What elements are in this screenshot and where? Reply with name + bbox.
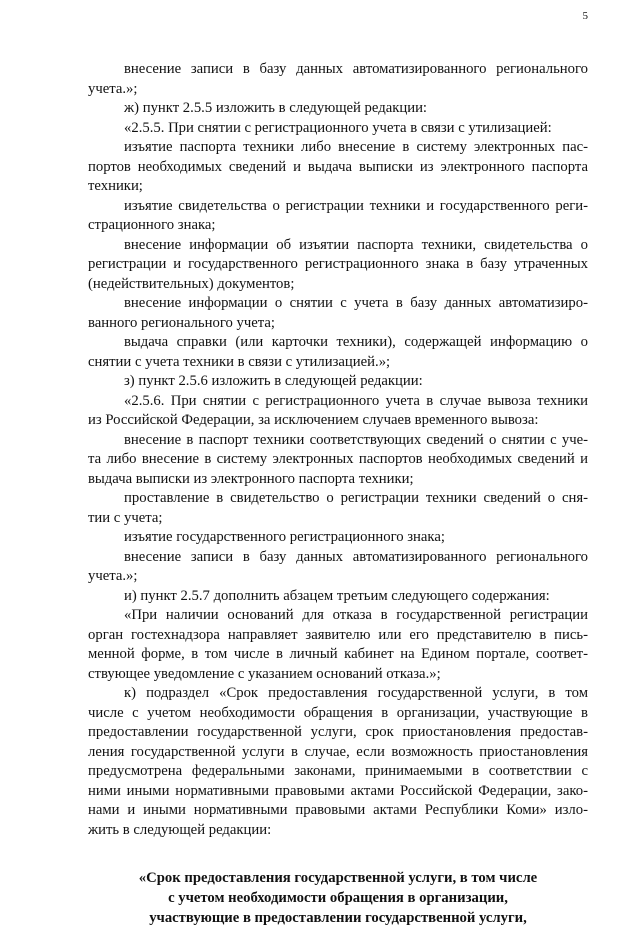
text-line: числе с учетом необходимости обращения в организации, участвующие в <box>88 704 588 721</box>
text-line: из Российской Федерации, за исключением случаев временного вывоза: <box>88 412 539 428</box>
heading-line: «Срок предоставления государственной услуги, в том числе <box>138 870 538 886</box>
text-line: тии с учета; <box>88 509 163 526</box>
text-line: та либо внесение в систему электронных паспортов необходимых сведений и <box>88 451 588 467</box>
text-line: «2.5.5. При снятии с регистрационного учета в связи с утилизацией: <box>124 119 552 136</box>
text-line: «При наличии оснований для отказа в государственной регистрации <box>124 607 588 623</box>
text-line: ванного регионального учета; <box>88 314 275 331</box>
text-line: снятии с учета техники в связи с утилизацией.»; <box>88 353 391 370</box>
text-line: ления государственной услуги в случае, если возможность приостановления <box>88 743 588 760</box>
text-line: изъятие государственного регистрационного знака; <box>124 529 445 545</box>
text-line: учета.»; <box>88 80 138 97</box>
text-line: внесение информации об изъятии паспорта техники, свидетельства о <box>124 236 588 253</box>
text-line: менной форме, в том числе в личный кабинет на Едином портале, соответ- <box>88 646 588 662</box>
text-line: орган гостехнадзора направляет заявителю или его представителю в пись- <box>88 626 588 643</box>
text-line: портов необходимых сведений и выдача выписки из электронного паспорта <box>88 158 588 175</box>
text-line: внесение информации о снятии с учета в базу данных автоматизиро- <box>124 295 588 311</box>
text-line: выдача выписки из электронного паспорта техники; <box>88 470 414 487</box>
text-line: изъятие свидетельства о регистрации техники и государственного реги- <box>124 197 588 214</box>
text-line: проставление в свидетельство о регистрации техники сведений о сня- <box>124 490 588 506</box>
text-line: внесение в паспорт техники соответствующих сведений о снятии с уче- <box>124 431 588 448</box>
text-line: выдача справки (или карточки техники), содержащей информацию о <box>124 334 588 350</box>
document-body <box>88 60 588 840</box>
text-line: предоставлении государственной услуги, срок приостановления предостав- <box>88 724 588 740</box>
text-line: предусмотрена федеральными законами, принимаемыми в соответствии с <box>88 763 588 779</box>
text-line: регистрации и государственного регистрационного знака в базу утраченных <box>88 256 588 272</box>
text-line: (недействительных) документов; <box>88 275 295 292</box>
text-line: техники; <box>88 178 143 194</box>
text-line: «2.5.6. При снятии с регистрационного учета в случае вывоза техники <box>124 392 588 409</box>
text-line: страционного знака; <box>88 217 216 233</box>
text-line: к) подраздел «Срок предоставления государственной услуги, в том <box>124 685 588 701</box>
text-line: ствующее уведомление с указанием оснований отказа.»; <box>88 665 441 682</box>
heading-line: участвующие в предоставлении государственной услуги, <box>149 910 527 926</box>
text-line: ж) пункт 2.5.5 изложить в следующей редакции: <box>124 100 428 116</box>
text-line: ними иными нормативными правовыми актами Российской Федерации, зако- <box>88 782 588 799</box>
text-line: нами и иными нормативными правовыми актами Республики Коми» изло- <box>88 802 588 818</box>
text-line: и) пункт 2.5.7 дополнить абзацем третьим следующего содержания: <box>124 587 550 604</box>
heading-line: с учетом необходимости обращения в организации, <box>168 890 508 906</box>
text-line: жить в следующей редакции: <box>88 821 272 838</box>
text-line: з) пункт 2.5.6 изложить в следующей редакции: <box>124 373 423 389</box>
text-line: внесение записи в базу данных автоматизированного регионального <box>124 61 588 77</box>
text-line: внесение записи в базу данных автоматизированного регионального <box>124 548 588 565</box>
section-heading <box>88 868 588 928</box>
page-number: 5 <box>582 10 588 22</box>
text-line: изъятие паспорта техники либо внесение в систему электронных пас- <box>124 139 588 155</box>
text-line: учета.»; <box>88 568 138 584</box>
